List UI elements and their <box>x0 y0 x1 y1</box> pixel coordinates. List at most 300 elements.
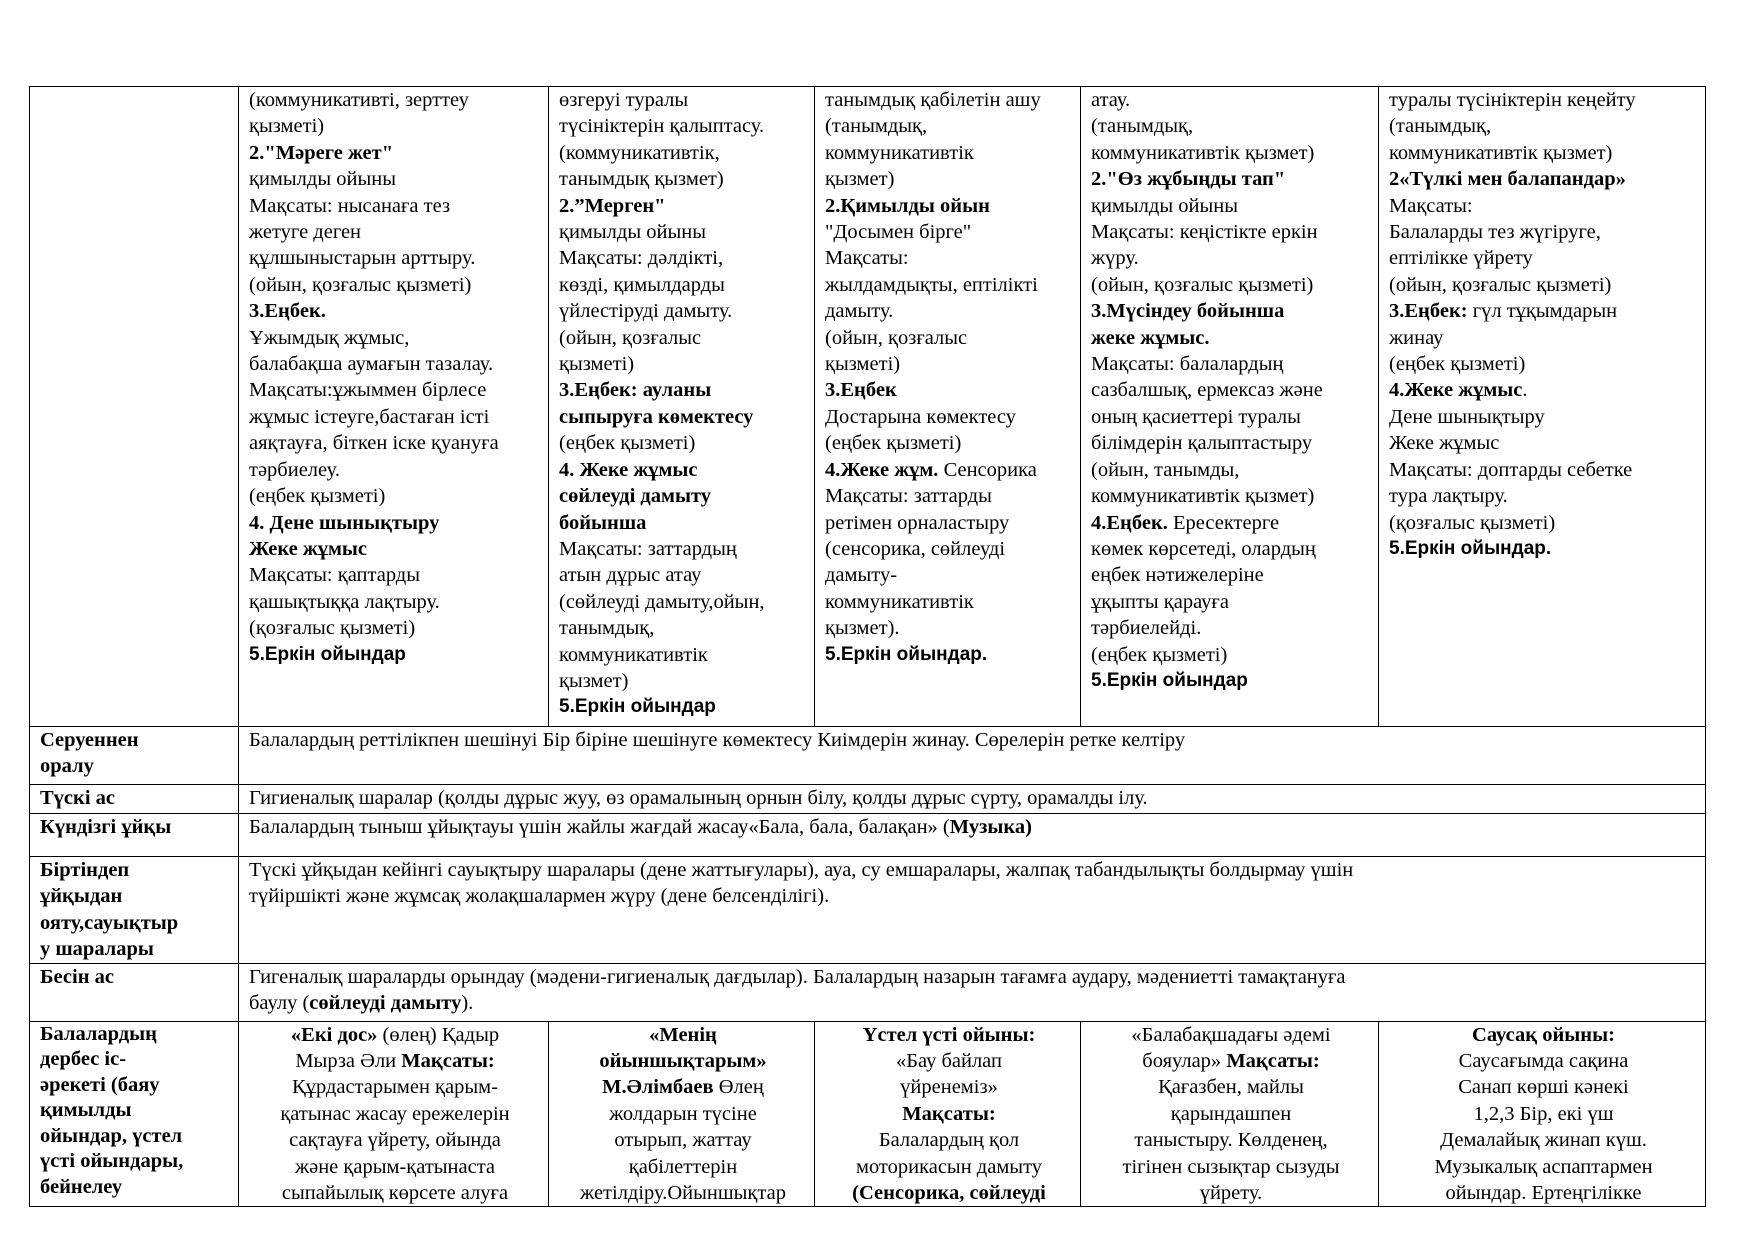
activity-text: 5.Еркін ойындар. <box>825 643 988 665</box>
activity-line <box>249 1022 541 1048</box>
activity-heading: «Екі дос» <box>290 1023 378 1046</box>
activity-line <box>1091 457 1371 483</box>
activity-heading: Мақсаты: <box>401 1050 495 1073</box>
activity-text: коммуникативтік қызмет) <box>1091 141 1315 164</box>
activity-text: Құрдастарымен қарым- <box>292 1076 498 1099</box>
activity-line <box>1091 193 1371 219</box>
row-label-line: ойындар, үстел <box>40 1124 183 1147</box>
activity-text: "Досымен бірге" <box>825 221 972 244</box>
row-label-line: Күндізгі ұйқы <box>40 816 172 838</box>
activity-text: Балалардың қол <box>878 1129 1020 1152</box>
activity-line <box>1389 1154 1698 1180</box>
activity-heading: сыпыруға көмектесу <box>559 405 754 428</box>
row-label-line: Біртіндеп <box>40 859 130 881</box>
activity-line <box>1389 298 1698 324</box>
activity-line <box>249 298 541 324</box>
activity-line <box>1091 140 1371 166</box>
activity-text: отырып, жаттау <box>614 1129 752 1152</box>
activity-line <box>1389 351 1698 377</box>
row-label <box>30 814 239 857</box>
activity-text: сыпайылық көрсете алуға <box>281 1182 509 1205</box>
row-label-line: үсті ойындары, <box>40 1150 184 1173</box>
activity-text: коммуникативтік қызмет) <box>1389 141 1613 164</box>
activity-line <box>825 166 1073 192</box>
activity-line <box>559 1180 807 1206</box>
monday-activity-cell <box>239 1021 549 1207</box>
activity-heading: 3.Еңбек: <box>1389 300 1468 323</box>
tuesday-walk-cell <box>549 87 815 727</box>
activity-text: Мақсаты: заттарды <box>825 485 992 508</box>
activity-text: балабақша аумағын тазалау. <box>249 353 494 376</box>
activity-text: тәрбиелейді. <box>1091 617 1202 640</box>
activity-line <box>559 325 807 351</box>
activity-text: сазбалшық, ермексаз және <box>1091 379 1323 402</box>
activity-line <box>559 510 807 536</box>
activity-heading: 2."Өз жұбыңды тап" <box>1091 168 1286 191</box>
row-content <box>239 814 1706 857</box>
activity-line <box>1091 562 1371 588</box>
activity-line <box>1389 430 1698 456</box>
activity-line <box>249 1127 541 1153</box>
activity-line <box>1091 377 1371 403</box>
wake-text-line: Түскі ұйқыдан кейінгі сауықтыру шаралары (дене жаттығулары), ауа, су емшаралары, жалпақ табандылықты болдырмау үшін <box>249 859 1354 881</box>
activity-line <box>825 1127 1073 1153</box>
activity-line <box>1389 1022 1698 1048</box>
free-play-line <box>1091 668 1371 694</box>
activity-line <box>559 457 807 483</box>
activity-line <box>249 1048 541 1074</box>
activity-text: (ойын, қозғалыс қызметі) <box>249 273 472 296</box>
activity-text: ойындар. Ертеңгілікке <box>1445 1182 1642 1205</box>
activity-text: (танымдық, <box>825 115 928 138</box>
empty-label-cell <box>30 87 239 727</box>
activity-text: Достарына көмектесу <box>825 405 1016 428</box>
activity-text: (еңбек қызметі) <box>1091 643 1228 666</box>
activity-line <box>825 483 1073 509</box>
activity-line <box>559 272 807 298</box>
activity-line <box>825 1101 1073 1127</box>
row-label-line: оралу <box>40 755 94 778</box>
lunch-row <box>30 785 1706 814</box>
activity-text: аяқтауға, біткен іске қуануға <box>249 432 499 455</box>
row-label-line: бейнелеу <box>40 1175 123 1198</box>
activity-text: ұқыпты қарауға <box>1091 590 1229 613</box>
activity-heading: 2.Қимылды ойын <box>825 194 990 217</box>
activity-line <box>1091 536 1371 562</box>
activity-line <box>559 1074 807 1100</box>
activity-text: (ойын, қозғалыс <box>825 326 968 349</box>
activity-line <box>1389 1101 1698 1127</box>
row-content <box>239 785 1706 814</box>
activity-text: үйренеміз» <box>900 1076 998 1099</box>
activity-line <box>249 272 541 298</box>
activity-text: коммуникативтік <box>825 590 974 613</box>
activity-line <box>825 272 1073 298</box>
activity-heading: М.Әлімбаев <box>602 1076 714 1099</box>
activity-text: моторикасын дамыту <box>855 1155 1043 1178</box>
activity-line <box>825 1048 1073 1074</box>
activity-line <box>825 430 1073 456</box>
activity-text: (ойын, қозғалыс <box>559 326 702 349</box>
activity-line <box>559 166 807 192</box>
activity-line <box>825 298 1073 324</box>
activity-text: ретімен орналастыру <box>825 511 1010 534</box>
row-label-line: Серуеннен <box>40 729 139 751</box>
activity-line <box>559 1022 807 1048</box>
activity-text: танымдық қызмет) <box>559 168 724 191</box>
activity-heading: Мақсаты: <box>1226 1050 1320 1073</box>
free-play-line <box>825 642 1073 668</box>
activity-text: Мақсаты: заттардың <box>559 537 737 560</box>
activity-text: жұмыс істеуге,бастаған істі <box>249 405 490 428</box>
daily-plan-table <box>29 86 1706 1207</box>
activity-text-tail: Ересектерге <box>1167 511 1280 534</box>
activity-line <box>559 140 807 166</box>
activity-text: Мақсаты: кеңістікте еркін <box>1091 221 1318 244</box>
activity-line <box>1389 193 1698 219</box>
activity-text: Мақсаты: дәлдікті, <box>559 247 724 270</box>
activity-text: қызмет). <box>825 617 900 640</box>
activity-line <box>1389 140 1698 166</box>
snack-text-a: баулу ( <box>249 992 310 1015</box>
activity-line <box>559 642 807 668</box>
activity-text: танымдық қабілетін ашу <box>825 89 1041 111</box>
activity-line <box>249 219 541 245</box>
activity-text: қызметі) <box>249 115 325 138</box>
activity-text: Балаларды тез жүгіруге, <box>1389 221 1601 244</box>
activity-line <box>1091 87 1371 113</box>
activity-text: қарындашпен <box>1170 1102 1292 1125</box>
activity-text: көмек көрсетеді, олардың <box>1091 537 1316 560</box>
activity-line <box>1389 1074 1698 1100</box>
activity-line <box>1091 1048 1371 1074</box>
activity-line <box>249 589 541 615</box>
activity-text: (еңбек қызметі) <box>559 432 696 455</box>
activity-text: (танымдық, <box>1091 115 1194 138</box>
activity-line <box>825 325 1073 351</box>
activity-text: «Балабақшадағы әдемі <box>1131 1023 1331 1046</box>
activity-line <box>1091 325 1371 351</box>
activity-text: ептілікке үйрету <box>1389 247 1533 270</box>
activity-line <box>1091 589 1371 615</box>
activity-line <box>1389 457 1698 483</box>
activity-line <box>825 615 1073 641</box>
activity-line <box>249 483 541 509</box>
activity-line <box>249 325 541 351</box>
activity-text: жылдамдықты, ептілікті <box>825 273 1038 296</box>
activity-text: Жеке жұмыс <box>1389 432 1500 455</box>
activity-line <box>1091 1127 1371 1153</box>
activity-text: 5.Еркін ойындар <box>559 696 716 718</box>
activity-line <box>559 430 807 456</box>
activity-line <box>559 351 807 377</box>
activity-heading: 2."Мәреге жет" <box>249 141 394 164</box>
activity-line <box>559 536 807 562</box>
friday-walk-cell <box>1379 87 1706 727</box>
activity-line <box>1091 245 1371 271</box>
activity-text: қимылды ойыны <box>559 221 706 244</box>
activity-heading: Жеке жұмыс <box>249 537 368 560</box>
activity-text: Қағазбен, майлы <box>1158 1076 1304 1099</box>
activity-line <box>1389 1127 1698 1153</box>
activity-text: Мақсаты: <box>825 247 909 270</box>
lunch-text: Гигиеналық шаралар (қолды дұрыс жуу, өз орамалының орнын білу, қолды дұрыс сүрту, орамалды ілу. <box>249 787 1148 809</box>
activity-line <box>249 351 541 377</box>
activity-line <box>559 245 807 271</box>
activity-text: Дене шынықтыру <box>1389 405 1545 428</box>
activity-text: коммуникативтік <box>825 141 974 164</box>
activity-line <box>249 1101 541 1127</box>
activity-text: еңбек нәтижелеріне <box>1091 564 1264 587</box>
activity-line <box>249 457 541 483</box>
activity-line <box>1389 219 1698 245</box>
activity-text: жетілдіру.Ойыншықтар <box>580 1182 786 1205</box>
activity-line <box>249 1180 541 1206</box>
activity-heading: жеке жұмыс. <box>1091 326 1210 349</box>
activity-text: жүру. <box>1091 247 1139 270</box>
activity-text: Өлең <box>713 1076 764 1099</box>
activity-text: оның қасиеттері туралы <box>1091 405 1301 428</box>
activity-line <box>559 483 807 509</box>
activity-line <box>559 1127 807 1153</box>
activity-text: 1,2,3 Бір, екі үш <box>1473 1102 1614 1125</box>
activity-heading: Үстел үсті ойыны: <box>862 1023 1036 1046</box>
activity-heading: (Сенсорика, сөйлеуді <box>852 1182 1046 1205</box>
snack-text-bold: сөйлеуді дамыту <box>309 992 462 1015</box>
activity-text: таныстыру. Көлденең, <box>1134 1129 1328 1152</box>
activity-text: Ұжымдық жұмыс, <box>249 326 410 349</box>
activity-text-tail: . <box>1522 379 1528 402</box>
activity-text: қабілеттерін <box>628 1155 738 1178</box>
activity-line <box>249 1074 541 1100</box>
activity-line <box>1091 113 1371 139</box>
row-label <box>30 785 239 814</box>
activity-text: Санап көрші кәнекі <box>1458 1076 1629 1099</box>
activity-line <box>1389 510 1698 536</box>
activity-line <box>1389 245 1698 271</box>
activity-text-tail: гүл тұқымдарын <box>1467 300 1618 323</box>
thursday-walk-cell <box>1081 87 1379 727</box>
activity-line <box>1091 1074 1371 1100</box>
activity-text: жетуге деген <box>249 221 362 244</box>
activity-line <box>825 562 1073 588</box>
activity-line <box>249 87 541 113</box>
activity-heading: Мақсаты: <box>902 1102 996 1125</box>
activity-line <box>559 1154 807 1180</box>
activity-text: Демалайық жинап күш. <box>1440 1129 1647 1152</box>
activity-text: сақтауға үйрету, ойында <box>289 1129 501 1152</box>
activity-text: Мақсаты: балалардың <box>1091 353 1284 376</box>
activity-line <box>249 113 541 139</box>
activity-text: (ойын, танымды, <box>1091 458 1240 481</box>
activity-line <box>1389 113 1698 139</box>
activity-line <box>249 1154 541 1180</box>
activity-line <box>1389 87 1698 113</box>
activity-line <box>559 87 807 113</box>
activity-line <box>825 219 1073 245</box>
activity-text: және қарым-қатынаста <box>294 1155 496 1178</box>
activity-line <box>825 510 1073 536</box>
row-label-line: дербес іс- <box>40 1048 127 1071</box>
activity-text: көзді, қимылдарды <box>559 273 725 296</box>
activity-line <box>825 245 1073 271</box>
activity-line <box>1091 1101 1371 1127</box>
wednesday-activity-cell <box>815 1021 1081 1207</box>
activity-text: дамыту. <box>825 300 894 323</box>
activity-line <box>825 1154 1073 1180</box>
activity-text: тура лақтыру. <box>1389 485 1508 508</box>
activity-line <box>559 615 807 641</box>
activity-line <box>825 404 1073 430</box>
activity-text: (ойын, қозғалыс қызметі) <box>1389 273 1612 296</box>
activity-text: атау. <box>1091 89 1131 111</box>
friday-activity-cell <box>1379 1021 1706 1207</box>
row-content <box>239 963 1706 1021</box>
activity-text: тігінен сызықтар сызуды <box>1122 1155 1340 1178</box>
activity-text: танымдық, <box>559 617 655 640</box>
wake-row <box>30 857 1706 964</box>
activity-line <box>1091 615 1371 641</box>
activity-line <box>825 351 1073 377</box>
activity-heading: бойынша <box>559 511 647 534</box>
activity-heading: 4. Жеке жұмыс <box>559 458 698 481</box>
activity-text: коммуникативтік қызмет) <box>1091 485 1315 508</box>
activity-line <box>249 140 541 166</box>
activity-line <box>559 113 807 139</box>
activity-heading: 4.Жеке жұм. <box>825 458 939 481</box>
activity-line <box>249 193 541 219</box>
activity-text: Мақсаты:ұжыммен бірлесе <box>249 379 487 402</box>
activity-line <box>1091 219 1371 245</box>
activity-text: Мақсаты: қаптарды <box>249 564 421 587</box>
activity-text: (қозғалыс қызметі) <box>249 617 416 640</box>
activity-line <box>559 219 807 245</box>
activity-line <box>1389 483 1698 509</box>
activity-text: 5.Еркін ойындар <box>1091 669 1248 691</box>
activity-line <box>1389 1180 1698 1206</box>
activity-line <box>1389 404 1698 430</box>
tuesday-activity-cell <box>549 1021 815 1207</box>
activity-line <box>1091 642 1371 668</box>
activity-text: (еңбек қызметі) <box>825 432 962 455</box>
activity-heading: 2«Түлкі мен балапандар» <box>1389 168 1626 191</box>
nap-row <box>30 814 1706 857</box>
activity-line <box>1091 1180 1371 1206</box>
activity-line <box>559 1101 807 1127</box>
snack-text-c: ). <box>461 992 474 1015</box>
activity-text: үйлестіруді дамыту. <box>559 300 733 323</box>
activity-text: (еңбек қызметі) <box>249 485 386 508</box>
activity-text: қызметі) <box>825 353 901 376</box>
activity-line <box>1389 377 1698 403</box>
activity-text: Мырза Әли <box>295 1050 402 1073</box>
activity-line <box>825 193 1073 219</box>
activity-text: қызмет) <box>825 168 895 191</box>
activity-text: туралы түсініктерін кеңейту <box>1389 89 1636 111</box>
activity-heading: 4.Жеке жұмыс <box>1389 379 1523 402</box>
activity-text: білімдерін қалыптастыру <box>1091 432 1313 455</box>
free-play-line <box>1389 536 1698 562</box>
activity-heading: 4. Дене шынықтыру <box>249 511 440 534</box>
activity-line <box>1091 430 1371 456</box>
activity-line <box>249 166 541 192</box>
activity-line <box>559 377 807 403</box>
activity-line <box>559 1048 807 1074</box>
activity-line <box>559 589 807 615</box>
activity-text: қатынас жасау ережелерін <box>280 1102 510 1125</box>
row-label <box>30 857 239 964</box>
activity-heading: 2.”Мерген" <box>559 194 666 217</box>
activity-line <box>559 193 807 219</box>
row-label-line: қимылды <box>40 1099 132 1122</box>
monday-walk-cell <box>239 87 549 727</box>
activity-text: (өлең) Қадыр <box>377 1023 500 1046</box>
activity-heading: ойыншықтарым» <box>599 1050 767 1073</box>
activity-line <box>249 377 541 403</box>
row-label-line: Балалардың <box>40 1022 157 1045</box>
activity-heading: 3.Еңбек <box>825 379 897 402</box>
activity-text: тәрбиелеу. <box>249 458 340 481</box>
activity-line <box>1091 1154 1371 1180</box>
wednesday-walk-cell <box>815 87 1081 727</box>
snack-row <box>30 963 1706 1021</box>
activity-text: бояулар» <box>1142 1050 1227 1073</box>
activity-line <box>1389 166 1698 192</box>
activity-heading: 3.Еңбек: ауланы <box>559 379 712 402</box>
row-label <box>30 963 239 1021</box>
row-label <box>30 1021 239 1207</box>
return-walk-row <box>30 727 1706 785</box>
activity-text: «Бау байлап <box>896 1050 1002 1073</box>
activity-text: түсініктерін қалыптасу. <box>559 115 765 138</box>
activity-line <box>249 404 541 430</box>
activity-line <box>1091 510 1371 536</box>
activity-heading: «Менің <box>649 1023 717 1046</box>
activity-line <box>559 404 807 430</box>
activity-text: атын дұрыс атау <box>559 564 702 587</box>
activity-heading: 4.Еңбек. <box>1091 511 1168 534</box>
activity-line <box>1091 272 1371 298</box>
activity-text: Мақсаты: <box>1389 194 1473 217</box>
activity-heading: 3.Мүсіндеу бойынша <box>1091 300 1285 323</box>
activity-text: (ойын, қозғалыс қызметі) <box>1091 273 1314 296</box>
activity-line <box>249 430 541 456</box>
walk-activities-row <box>30 87 1706 727</box>
activity-line <box>1389 325 1698 351</box>
activity-text: Мақсаты: доптарды себетке <box>1389 458 1633 481</box>
activity-text: жинау <box>1389 326 1444 349</box>
activity-line <box>249 615 541 641</box>
nap-text: Балалардың тыныш ұйықтауы үшін жайлы жағдай жасау«Бала, бала, балақан» ( <box>249 816 950 838</box>
activity-line <box>249 510 541 536</box>
activity-line <box>1091 483 1371 509</box>
activity-line <box>559 668 807 694</box>
activity-line <box>825 1022 1073 1048</box>
activity-line <box>1091 404 1371 430</box>
row-content <box>239 857 1706 964</box>
activity-text: (сенсорика, сөйлеуді <box>825 537 1006 560</box>
activity-line <box>1091 298 1371 324</box>
activity-text: жолдарын түсіне <box>609 1102 757 1125</box>
activity-text-tail: Сенсорика <box>938 458 1037 481</box>
activity-line <box>1389 1048 1698 1074</box>
activity-line <box>825 140 1073 166</box>
activity-text: (коммуникативтік, <box>559 141 720 164</box>
activity-line <box>1091 166 1371 192</box>
activity-text: 5.Еркін ойындар <box>249 643 406 665</box>
activity-text: Саусағымда сақина <box>1458 1050 1629 1073</box>
activity-line <box>1389 272 1698 298</box>
